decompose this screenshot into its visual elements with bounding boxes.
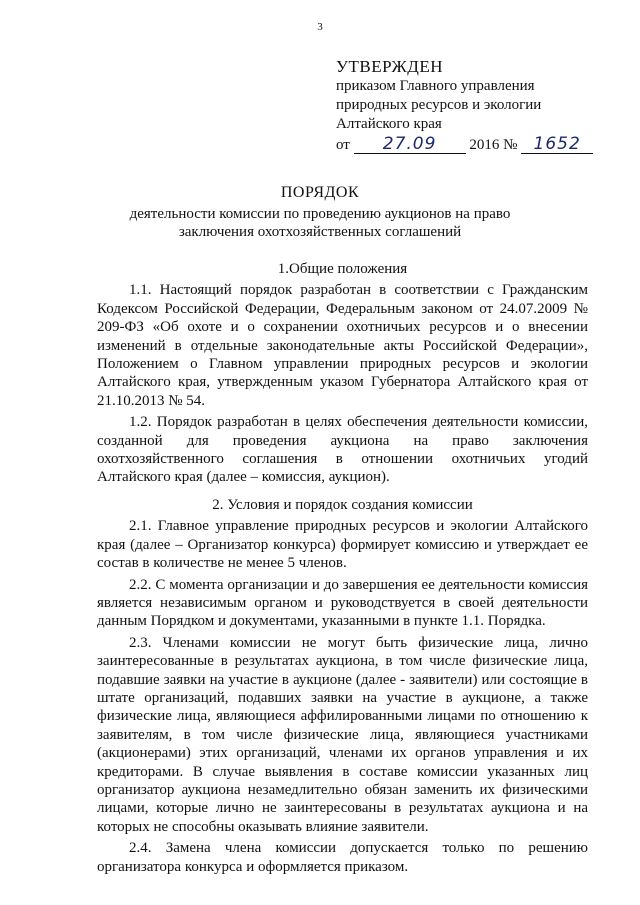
- approval-line: приказом Главного управления: [336, 78, 535, 94]
- paragraph: 2.4. Замена члена комиссии допускается только по решению организатора конкурса и оформляется приказом.: [97, 840, 588, 875]
- approval-date-row: [336, 135, 626, 155]
- paragraph: 2.1. Главное управление природных ресурсов и экологии Алтайского края (далее – Организатор конкурса) формирует комиссию и утверждает ее состав в количестве не менее 5 членов.: [97, 518, 588, 572]
- approval-block: [336, 57, 626, 155]
- date-prefix: от: [336, 137, 350, 153]
- page-number: 3: [317, 21, 323, 33]
- document-header: [0, 184, 640, 241]
- approval-title: УТВЕРЖДЕН: [336, 57, 443, 76]
- number-blank: [521, 135, 593, 154]
- section-heading: 2. Условия и порядок создания комиссии: [212, 496, 473, 513]
- handwritten-date: 27.09: [382, 134, 437, 154]
- document-body: [97, 260, 588, 879]
- date-blank: [354, 135, 466, 154]
- document-title: ПОРЯДОК: [280, 184, 360, 201]
- document-subtitle: заключения охотхозяйственных соглашений: [178, 224, 462, 240]
- paragraph: 2.2. С момента организации и до завершения ее деятельности комиссия является независимым органом и руководствуется в своей деятельности данным Порядком и документами, указанными в пункте 1.1. Порядка.: [97, 576, 588, 630]
- handwritten-number: 1652: [533, 134, 581, 154]
- year-text: 2016 №: [469, 137, 518, 153]
- paragraph: 2.3. Членами комиссии не могут быть физические лица, лично заинтересованные в результатах аукциона, в том числе физические лица, подавшие заявки на участие в аукционе (далее - заявители) или состоящие в штате организаций, подавших заявки на участие в аукционе, а также физические лица, являющиеся аффилированными лицами по отношению к заявителям, в том числе физические лица, являющиеся участниками (акционерами) этих организаций, членами их органов управления и их кредиторами. В случае выявления в составе комиссии указанных лиц организатор аукциона незамедлительно обязан заменить их физическими лицами, которые лично не заинтересованы в результатах аукциона и на которых не способны оказывать влияние заявители.: [97, 634, 588, 835]
- approval-line: Алтайского края: [336, 116, 442, 132]
- paragraph: 1.1. Настоящий порядок разработан в соответствии с Гражданским Кодексом Российской Федерации, Федеральным законом от 24.07.2009 № 209-ФЗ «Об охоте и о сохранении охотничьих ресурсов и о внесении изменений в отдельные законодательные акты Российской Федерации», Положением о Главном управлении природных ресурсов и экологии Алтайского края, утвержденным указом Губернатора Алтайского края от 21.10.2013 № 54.: [97, 282, 588, 409]
- paragraph: 1.2. Порядок разработан в целях обеспечения деятельности комиссии, созданной для проведения аукциона на право заключения охотхозяйственного соглашения в отношении охотничьих угодий Алтайского края (далее – комиссия, аукцион).: [97, 414, 588, 486]
- section-heading: 1.Общие положения: [277, 261, 408, 277]
- approval-line: природных ресурсов и экологии: [336, 97, 542, 113]
- document-subtitle: деятельности комиссии по проведению аукционов на право: [129, 206, 511, 222]
